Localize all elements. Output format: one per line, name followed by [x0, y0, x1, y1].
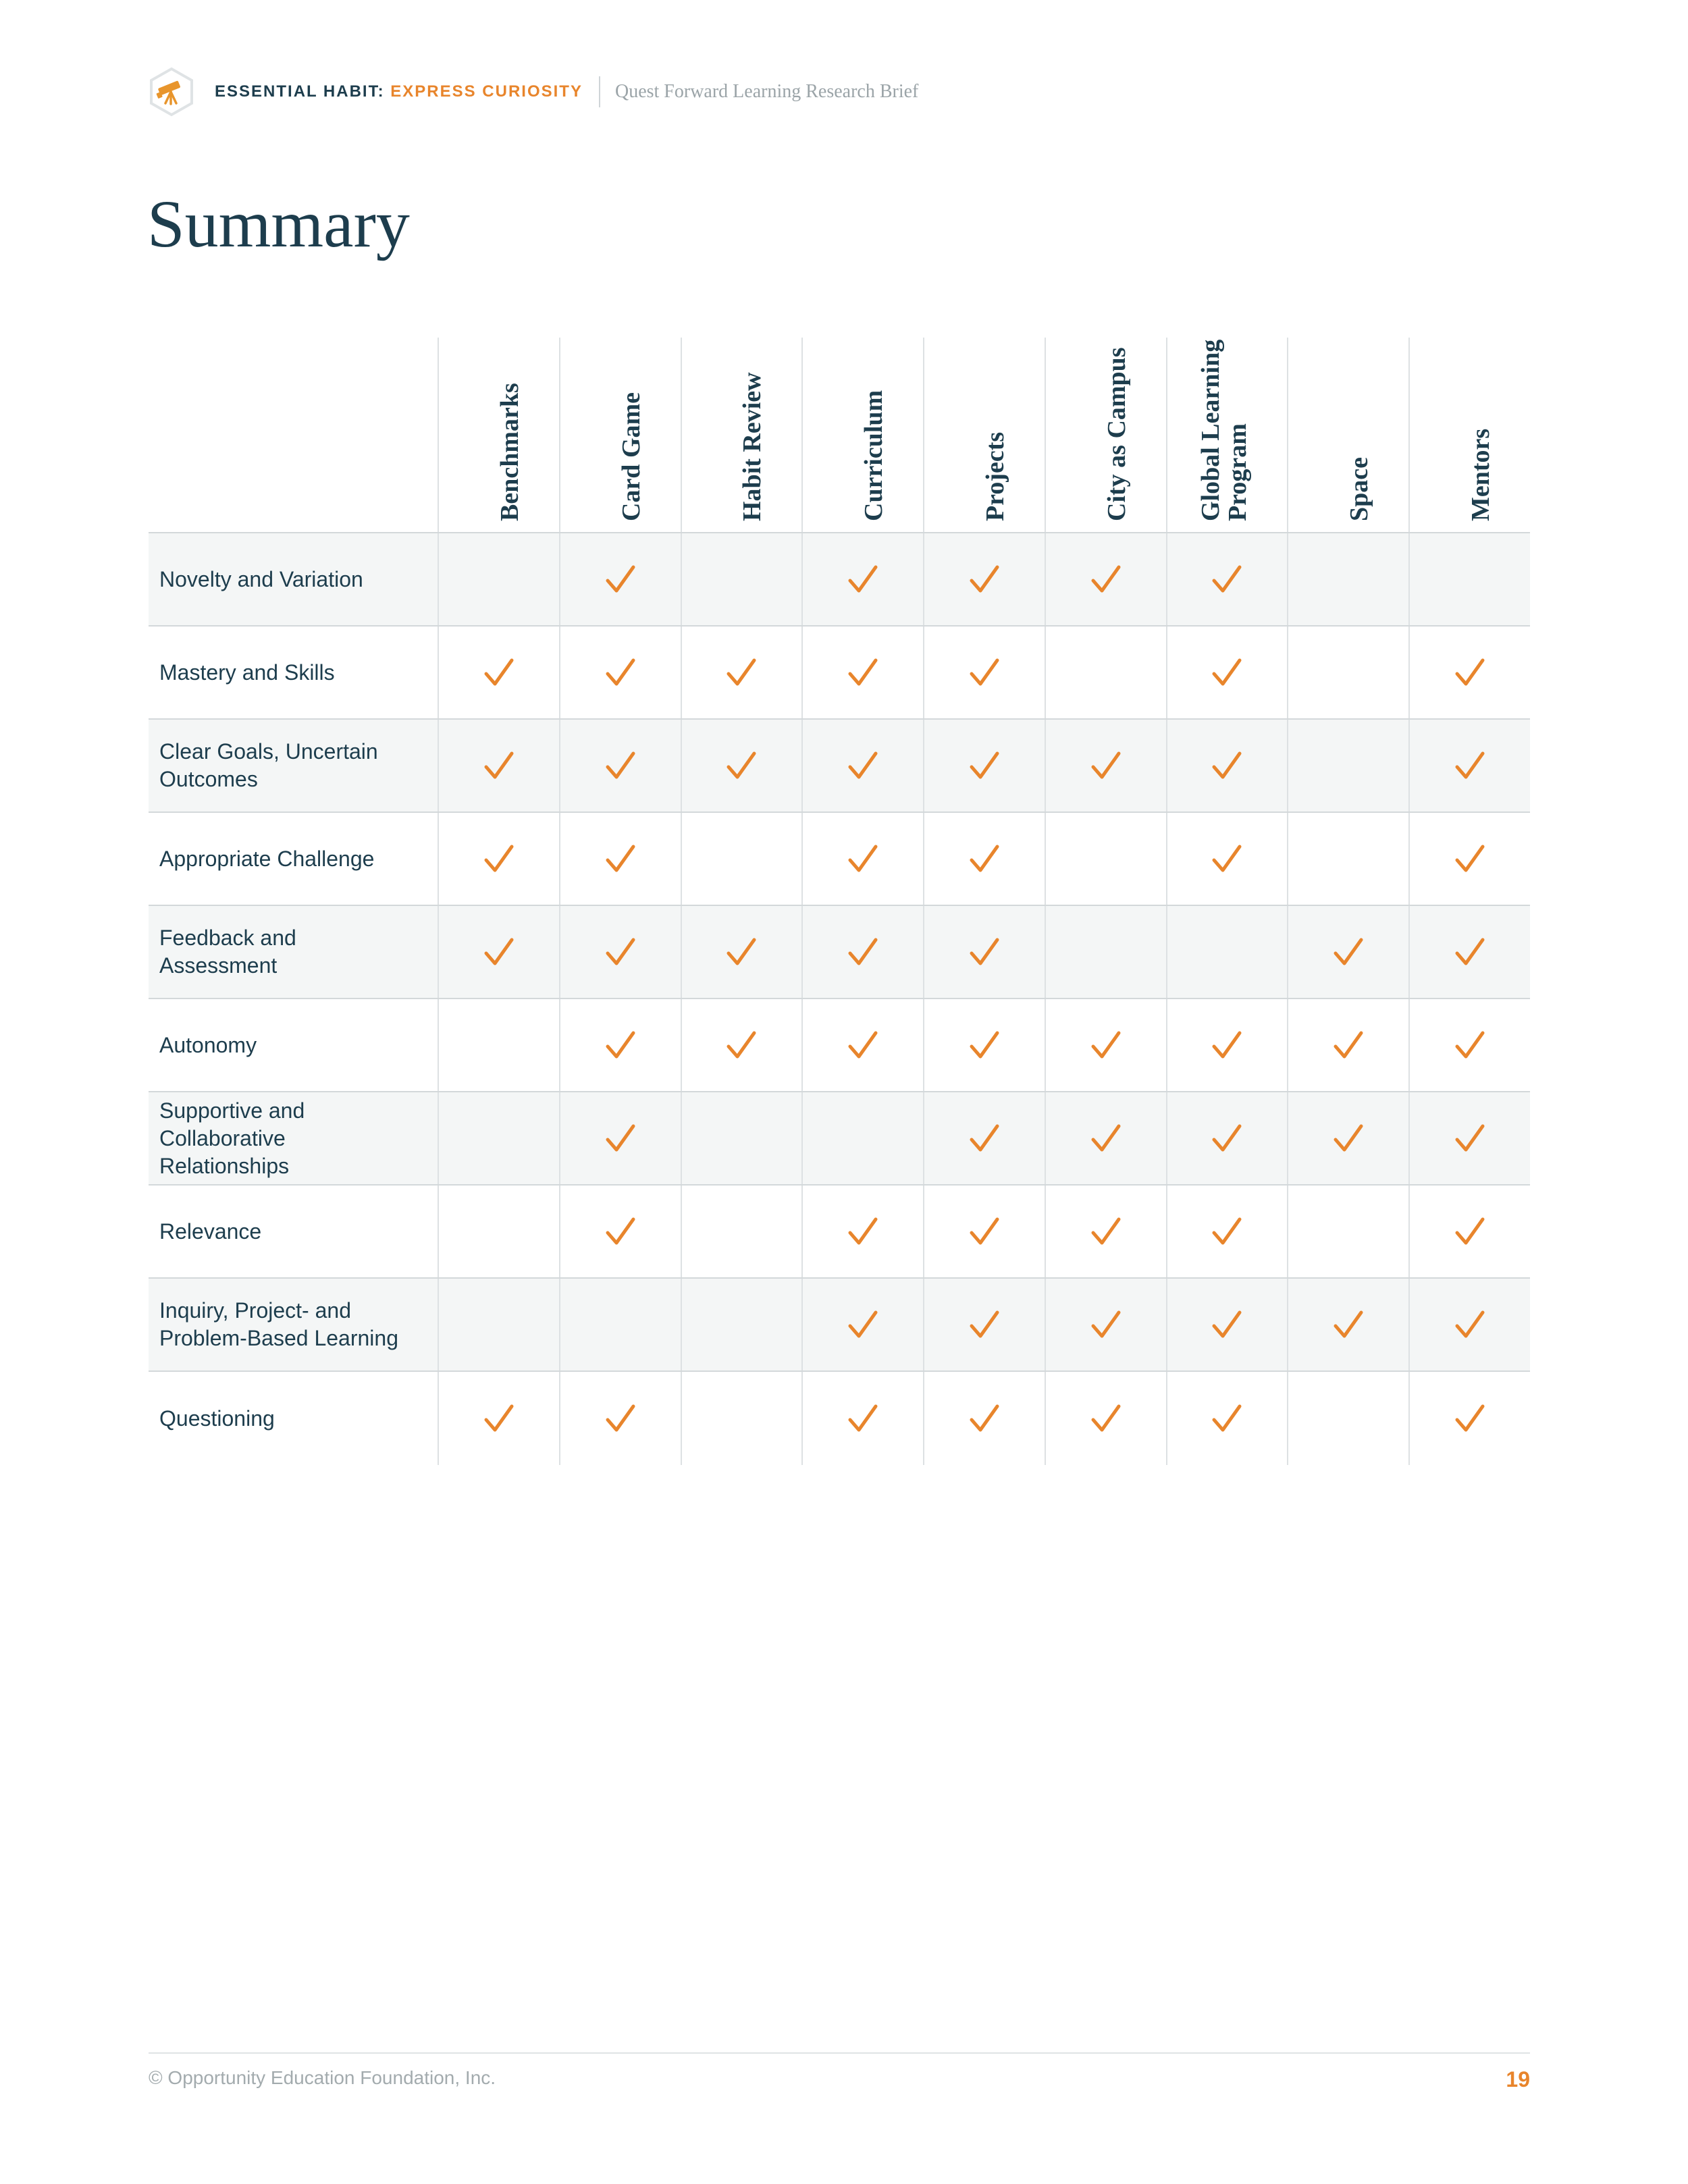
column-header: Card Game	[559, 338, 681, 532]
table-cell	[1166, 906, 1288, 998]
row-label-header	[149, 338, 438, 532]
checkmark-icon	[1090, 1404, 1122, 1433]
table-cell	[559, 1186, 681, 1277]
checkmark-icon	[1211, 844, 1242, 874]
table-cell	[438, 813, 559, 905]
table-cell	[1408, 720, 1530, 811]
table-row	[149, 533, 1530, 627]
table-cell	[1408, 1092, 1530, 1184]
table-cell	[923, 533, 1045, 625]
table-cell	[923, 906, 1045, 998]
table-cell	[559, 906, 681, 998]
checkmark-icon	[1211, 1310, 1242, 1339]
table-cell	[681, 533, 802, 625]
table-cell	[559, 720, 681, 811]
checkmark-icon	[969, 658, 1000, 687]
row-label	[149, 720, 438, 811]
checkmark-icon	[847, 1310, 878, 1339]
copyright-notice: © Opportunity Education Foundation, Inc.	[149, 2067, 496, 2088]
row-label-text: Relevance	[159, 1219, 262, 1244]
checkmark-icon	[1454, 1123, 1485, 1153]
table-cell	[1166, 999, 1288, 1091]
checkmark-icon	[1090, 1030, 1122, 1060]
table-cell	[681, 813, 802, 905]
column-header: Space	[1287, 338, 1408, 532]
checkmark-icon	[483, 751, 515, 780]
table-cell	[1287, 1279, 1408, 1370]
table-cell	[1287, 533, 1408, 625]
row-label-text: Mastery and Skills	[159, 660, 335, 685]
checkmark-icon	[969, 844, 1000, 874]
checkmark-icon	[1333, 1310, 1364, 1339]
table-cell	[923, 1092, 1045, 1184]
row-label	[149, 627, 438, 718]
column-header: Global Learning Program	[1166, 338, 1288, 532]
table-cell	[923, 813, 1045, 905]
checkmark-icon	[1454, 1404, 1485, 1433]
telescope-icon	[149, 67, 194, 117]
table-row	[149, 1279, 1530, 1372]
table-cell	[1045, 813, 1166, 905]
table-cell	[1166, 720, 1288, 811]
table-cell	[438, 627, 559, 718]
checkmark-icon	[969, 1310, 1000, 1339]
page-number: 19	[1506, 2067, 1530, 2092]
row-label-text: Autonomy	[159, 1032, 257, 1057]
row-label-text: Appropriate Challenge	[159, 846, 375, 871]
table-cell	[801, 1279, 923, 1370]
checkmark-icon	[726, 937, 757, 967]
table-cell	[1166, 1372, 1288, 1465]
table-row	[149, 999, 1530, 1092]
row-label-text: Clear Goals, Uncertain Outcomes	[159, 739, 378, 791]
table-row	[149, 1186, 1530, 1279]
table-cell	[1045, 906, 1166, 998]
table-cell	[1166, 627, 1288, 718]
checkmark-icon	[605, 1404, 636, 1433]
checkmark-icon	[1333, 1030, 1364, 1060]
column-header: City as Campus	[1045, 338, 1166, 532]
table-cell	[1166, 1092, 1288, 1184]
table-cell	[559, 1092, 681, 1184]
table-cell	[1166, 1186, 1288, 1277]
table-cell	[801, 627, 923, 718]
checkmark-icon	[483, 1404, 515, 1433]
habit-label-prefix: ESSENTIAL HABIT:	[215, 82, 391, 101]
checkmark-icon	[1454, 844, 1485, 874]
column-header: Projects	[923, 338, 1045, 532]
table-cell	[1408, 999, 1530, 1091]
page-title: Summary	[147, 186, 410, 261]
checkmark-icon	[969, 1123, 1000, 1153]
checkmark-icon	[726, 751, 757, 780]
table-body	[149, 533, 1530, 1465]
checkmark-icon	[483, 658, 515, 687]
table-cell	[681, 1372, 802, 1465]
table-cell	[1408, 906, 1530, 998]
table-cell	[438, 1372, 559, 1465]
table-cell	[559, 813, 681, 905]
table-cell	[681, 720, 802, 811]
checkmark-icon	[1090, 1123, 1122, 1153]
table-cell	[438, 1279, 559, 1370]
row-label-text: Novelty and Variation	[159, 566, 363, 591]
table-cell	[559, 1372, 681, 1465]
table-cell	[801, 720, 923, 811]
table-cell	[923, 1186, 1045, 1277]
table-cell	[1045, 1372, 1166, 1465]
table-cell	[1287, 627, 1408, 718]
table-cell	[1166, 1279, 1288, 1370]
checkmark-icon	[726, 658, 757, 687]
checkmark-icon	[1454, 1217, 1485, 1246]
table-cell	[1408, 533, 1530, 625]
checkmark-icon	[1454, 1310, 1485, 1339]
row-label	[149, 906, 438, 998]
row-label	[149, 1372, 438, 1465]
checkmark-icon	[1211, 564, 1242, 594]
table-cell	[801, 533, 923, 625]
checkmark-icon	[847, 751, 878, 780]
checkmark-icon	[605, 1030, 636, 1060]
publication-title: Quest Forward Learning Research Brief	[614, 81, 919, 102]
table-cell	[438, 533, 559, 625]
column-header: Mentors	[1408, 338, 1530, 532]
table-cell	[1045, 533, 1166, 625]
checkmark-icon	[1211, 1217, 1242, 1246]
table-cell	[1045, 720, 1166, 811]
checkmark-icon	[605, 844, 636, 874]
table-cell	[801, 906, 923, 998]
checkmark-icon	[605, 751, 636, 780]
table-row	[149, 627, 1530, 720]
checkmark-icon	[1211, 658, 1242, 687]
table-row	[149, 906, 1530, 999]
table-cell	[438, 999, 559, 1091]
row-label-text: Inquiry, Project- and Problem-Based Learning	[159, 1298, 398, 1350]
checkmark-icon	[605, 658, 636, 687]
table-cell	[438, 1186, 559, 1277]
column-header: Benchmarks	[438, 338, 559, 532]
row-label	[149, 999, 438, 1091]
checkmark-icon	[847, 844, 878, 874]
checkmark-icon	[969, 1404, 1000, 1433]
checkmark-icon	[969, 751, 1000, 780]
table-cell	[923, 627, 1045, 718]
table-header-row	[149, 338, 1530, 533]
table-cell	[438, 906, 559, 998]
table-row	[149, 813, 1530, 906]
checkmark-icon	[1454, 751, 1485, 780]
row-label-text: Questioning	[159, 1406, 275, 1431]
table-cell	[559, 999, 681, 1091]
row-label	[149, 1186, 438, 1277]
row-label	[149, 813, 438, 905]
table-cell	[801, 813, 923, 905]
table-cell	[1045, 999, 1166, 1091]
table-cell	[801, 1186, 923, 1277]
table-cell	[1287, 720, 1408, 811]
checkmark-icon	[969, 1217, 1000, 1246]
checkmark-icon	[1211, 1123, 1242, 1153]
checkmark-icon	[1090, 564, 1122, 594]
checkmark-icon	[847, 937, 878, 967]
table-cell	[1166, 813, 1288, 905]
column-header: Curriculum	[801, 338, 923, 532]
checkmark-icon	[969, 564, 1000, 594]
table-cell	[559, 1279, 681, 1370]
footer-divider	[149, 2052, 1530, 2054]
running-header	[149, 65, 918, 119]
table-cell	[1287, 999, 1408, 1091]
row-label	[149, 1092, 438, 1184]
table-cell	[1045, 1186, 1166, 1277]
checkmark-icon	[1454, 658, 1485, 687]
table-cell	[1408, 1279, 1530, 1370]
table-cell	[1045, 627, 1166, 718]
header-divider	[599, 76, 600, 107]
table-cell	[1287, 1092, 1408, 1184]
row-label-text: Supportive and Collaborative Relationships	[159, 1098, 305, 1178]
table-row	[149, 1372, 1530, 1465]
checkmark-icon	[1211, 751, 1242, 780]
checkmark-icon	[605, 937, 636, 967]
habit-name: EXPRESS CURIOSITY	[390, 82, 583, 101]
checkmark-icon	[605, 1123, 636, 1153]
checkmark-icon	[1090, 751, 1122, 780]
table-cell	[681, 1279, 802, 1370]
checkmark-icon	[847, 1030, 878, 1060]
table-cell	[1166, 533, 1288, 625]
table-cell	[559, 533, 681, 625]
table-row	[149, 720, 1530, 813]
table-cell	[1287, 906, 1408, 998]
checkmark-icon	[483, 844, 515, 874]
table-cell	[1287, 1186, 1408, 1277]
checkmark-icon	[1090, 1310, 1122, 1339]
checkmark-icon	[1454, 1030, 1485, 1060]
checkmark-icon	[1333, 1123, 1364, 1153]
checkmark-icon	[605, 1217, 636, 1246]
table-cell	[681, 999, 802, 1091]
checkmark-icon	[483, 937, 515, 967]
checkmark-icon	[969, 937, 1000, 967]
checkmark-icon	[847, 564, 878, 594]
table-cell	[1287, 1372, 1408, 1465]
checkmark-icon	[847, 658, 878, 687]
summary-table	[149, 338, 1530, 1465]
checkmark-icon	[726, 1030, 757, 1060]
table-cell	[681, 627, 802, 718]
table-cell	[681, 1092, 802, 1184]
table-cell	[1045, 1092, 1166, 1184]
table-cell	[923, 1279, 1045, 1370]
table-cell	[801, 999, 923, 1091]
table-cell	[1045, 1279, 1166, 1370]
checkmark-icon	[1211, 1404, 1242, 1433]
table-cell	[801, 1092, 923, 1184]
table-cell	[559, 627, 681, 718]
table-cell	[1287, 813, 1408, 905]
table-cell	[923, 999, 1045, 1091]
table-cell	[1408, 1186, 1530, 1277]
table-cell	[681, 906, 802, 998]
checkmark-icon	[1090, 1217, 1122, 1246]
row-label-text: Feedback and Assessment	[159, 926, 296, 978]
table-cell	[801, 1372, 923, 1465]
table-cell	[1408, 627, 1530, 718]
checkmark-icon	[1333, 937, 1364, 967]
checkmark-icon	[1454, 937, 1485, 967]
row-label	[149, 1279, 438, 1370]
table-cell	[923, 720, 1045, 811]
checkmark-icon	[847, 1404, 878, 1433]
table-cell	[923, 1372, 1045, 1465]
table-cell	[1408, 1372, 1530, 1465]
table-cell	[438, 1092, 559, 1184]
table-cell	[1408, 813, 1530, 905]
table-cell	[681, 1186, 802, 1277]
row-label	[149, 533, 438, 625]
table-cell	[438, 720, 559, 811]
table-row	[149, 1092, 1530, 1186]
checkmark-icon	[847, 1217, 878, 1246]
checkmark-icon	[605, 564, 636, 594]
checkmark-icon	[969, 1030, 1000, 1060]
column-header: Habit Review	[681, 338, 802, 532]
checkmark-icon	[1211, 1030, 1242, 1060]
